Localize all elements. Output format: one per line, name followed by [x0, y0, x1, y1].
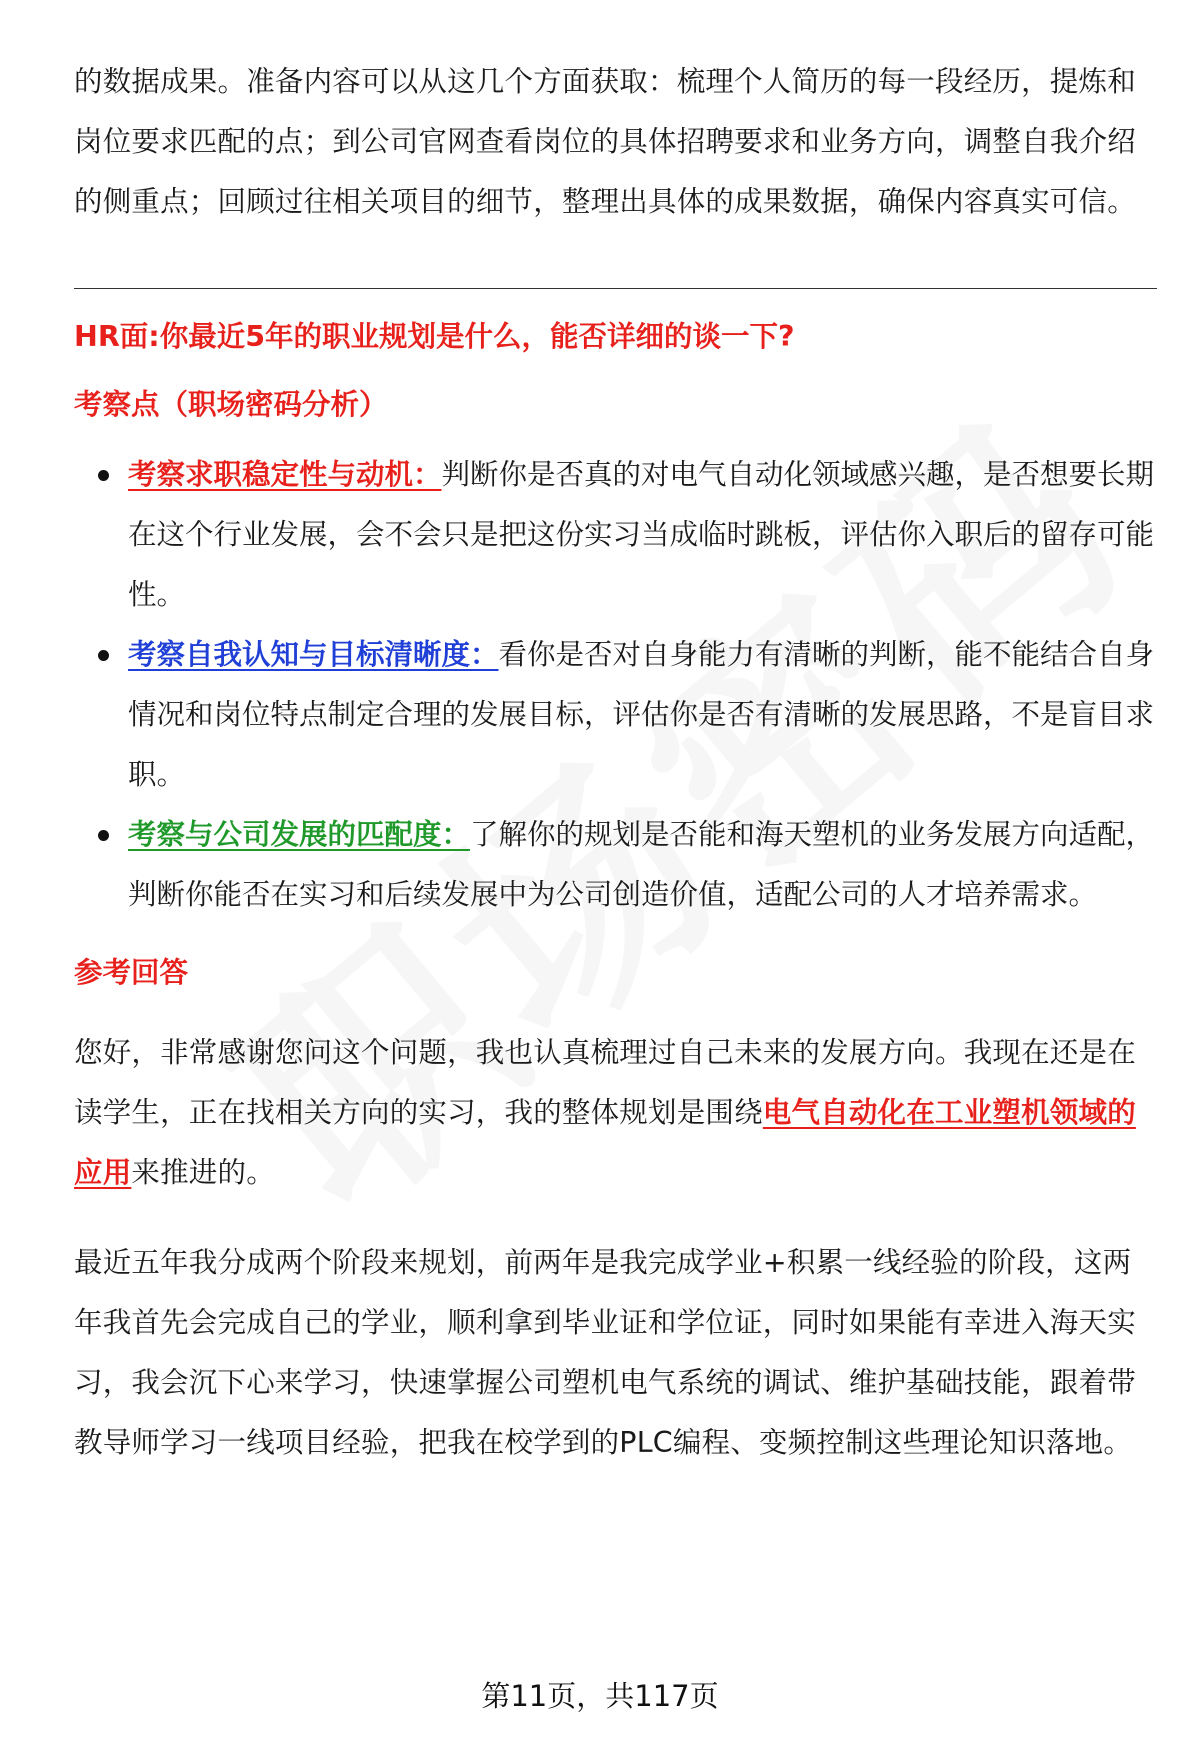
analysis-point: [128, 805, 1157, 925]
reference-heading: 参考回答: [74, 956, 189, 989]
bullet-dot-icon: [98, 470, 109, 481]
section-divider: [74, 288, 1157, 289]
answer-highlight: 电气自动化在工业塑机领域的应用: [74, 1096, 1136, 1189]
point-text: 判断你是否真的对电气自动化领域感兴趣，是否想要长期在这个行业发展，会不会只是把这份实习当成临时跳板，评估你入职后的留存可能性。: [128, 458, 1155, 611]
point-keyword: 考察求职稳定性与动机：: [128, 458, 442, 491]
point-keyword: 考察与公司发展的匹配度：: [128, 818, 471, 851]
answer-text-after: 来推进的。: [131, 1156, 275, 1189]
answer-text-before: 您好，非常感谢您问这个问题，我也认真梳理过自己未来的发展方向。我现在还是在读学生，正在找相关方向的实习，我的整体规划是围绕: [74, 1036, 1136, 1129]
analysis-heading: 考察点（职场密码分析）: [74, 388, 388, 421]
page-footer: 第11页，共117页: [481, 1679, 719, 1713]
bullet-dot-icon: [98, 650, 109, 661]
bullet-dot-icon: [98, 830, 109, 841]
analysis-point: [128, 625, 1157, 805]
intro-paragraph: 的数据成果。准备内容可以从这几个方面获取：梳理个人简历的每一段经历，提炼和岗位要求匹配的点；到公司官网查看岗位的具体招聘要求和业务方向，调整自我介绍的侧重点；回顾过往相关项目的细节，整理出具体的成果数据，确保内容真实可信。: [74, 65, 1136, 218]
answer-paragraph-1: [74, 1023, 1157, 1203]
document-page: [74, 52, 1157, 1503]
question-heading: HR面:你最近5年的职业规划是什么，能否详细的谈一下?: [74, 320, 795, 353]
point-keyword: 考察自我认知与目标清晰度：: [128, 638, 499, 671]
point-text: 了解你的规划是否能和海天塑机的业务发展方向适配，判断你能否在实习和后续发展中为公司创造价值，适配公司的人才培养需求。: [128, 818, 1155, 911]
point-text: 看你是否对自身能力有清晰的判断，能不能结合自身情况和岗位特点制定合理的发展目标，评估你是否有清晰的发展思路，不是盲目求职。: [128, 638, 1155, 791]
analysis-point: [128, 445, 1157, 625]
analysis-points-list: [74, 445, 1157, 925]
answer-paragraph-2: 最近五年我分成两个阶段来规划，前两年是我完成学业+积累一线经验的阶段，这两年我首先会完成自己的学业，顺利拿到毕业证和学位证，同时如果能有幸进入海天实习，我会沉下心来学习，快速掌握公司塑机电气系统的调试、维护基础技能，跟着带教导师学习一线项目经验，把我在校学到的PLC编程、变频控制这些理论知识落地。: [74, 1246, 1136, 1459]
